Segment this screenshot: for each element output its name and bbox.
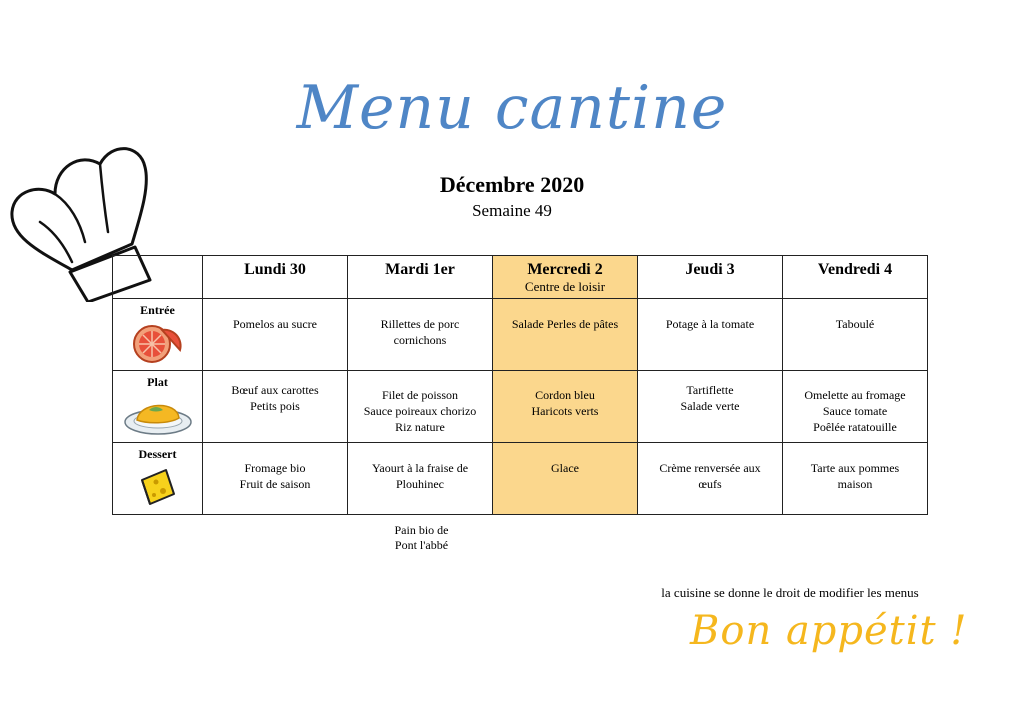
bread-note-line: Pont l'abbé bbox=[394, 538, 449, 552]
bread-note-line: Pain bio de bbox=[394, 523, 449, 537]
menu-cell: Taboulé bbox=[783, 299, 928, 371]
menu-table bbox=[112, 255, 928, 515]
day-name: Vendredi 4 bbox=[817, 261, 893, 278]
menu-cell: Yaourt à la fraise de Plouhinec bbox=[348, 443, 493, 515]
menu-cell: Fromage bio Fruit de saison bbox=[203, 443, 348, 515]
closing-message: Bon appétit ! bbox=[690, 608, 968, 654]
corner-cell bbox=[113, 256, 203, 299]
day-header bbox=[783, 256, 928, 299]
menu-cell: Pomelos au sucre bbox=[203, 299, 348, 371]
menu-cell: Potage à la tomate bbox=[638, 299, 783, 371]
menu-cell: Omelette au fromage Sauce tomate Poêlée ratatouille bbox=[783, 371, 928, 443]
month-heading: Décembre 2020 bbox=[439, 172, 585, 197]
grapefruit-icon bbox=[132, 320, 184, 364]
category-cell bbox=[113, 299, 203, 371]
category-cell bbox=[113, 371, 203, 443]
menu-cell: Rillettes de porc cornichons bbox=[348, 299, 493, 371]
day-header bbox=[638, 256, 783, 299]
table-header-row bbox=[113, 256, 928, 299]
omelette-plate-icon bbox=[123, 392, 193, 436]
day-header-highlighted bbox=[493, 256, 638, 299]
day-name: Mardi 1er bbox=[385, 261, 455, 278]
table-row bbox=[113, 299, 928, 371]
table-row bbox=[113, 371, 928, 443]
day-header bbox=[203, 256, 348, 299]
menu-cell: Crème renversée aux œufs bbox=[638, 443, 783, 515]
menu-cell: Cordon bleu Haricots verts bbox=[493, 371, 638, 443]
week-label: Semaine 49 bbox=[472, 201, 552, 220]
category-label: Dessert bbox=[138, 447, 177, 461]
day-name: Mercredi 2 bbox=[527, 261, 603, 278]
day-name: Lundi 30 bbox=[244, 261, 306, 278]
category-label: Entrée bbox=[140, 303, 175, 317]
category-cell bbox=[113, 443, 203, 515]
day-subtitle: Centre de loisir bbox=[524, 279, 606, 294]
page-title: Menu cantine bbox=[296, 73, 728, 143]
menu-cell: Bœuf aux carottes Petits pois bbox=[203, 371, 348, 443]
table-row bbox=[113, 443, 928, 515]
menu-cell: Salade Perles de pâtes bbox=[493, 299, 638, 371]
disclaimer-text: la cuisine se donne le droit de modifier les menus bbox=[661, 585, 919, 600]
menu-cell: Tartiflette Salade verte bbox=[638, 371, 783, 443]
cheese-icon bbox=[136, 464, 180, 508]
category-label: Plat bbox=[147, 375, 168, 389]
menu-cell: Glace bbox=[493, 443, 638, 515]
menu-cell: Filet de poisson Sauce poireaux chorizo Riz nature bbox=[348, 371, 493, 443]
menu-cell: Tarte aux pommes maison bbox=[783, 443, 928, 515]
bread-note bbox=[349, 523, 494, 553]
day-name: Jeudi 3 bbox=[685, 261, 735, 278]
day-header bbox=[348, 256, 493, 299]
